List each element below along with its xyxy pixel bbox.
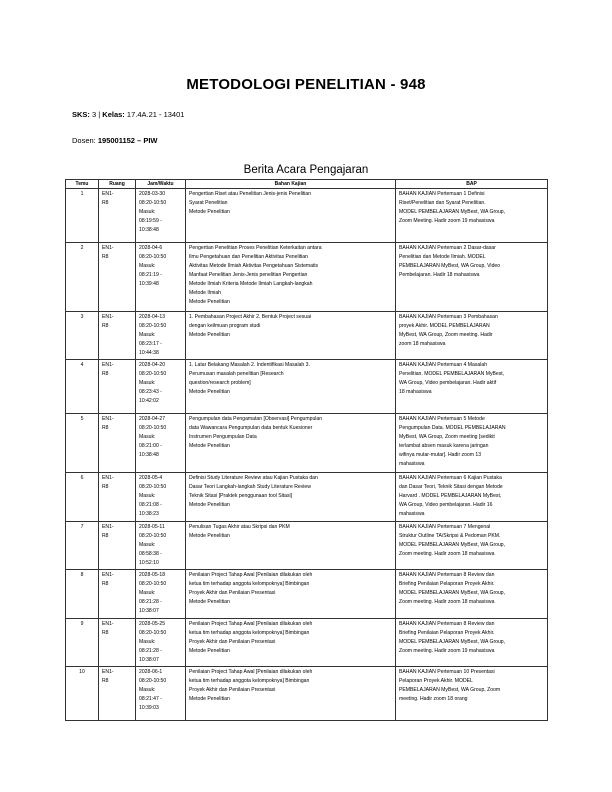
cell-room xyxy=(99,189,136,243)
cell-bap xyxy=(396,667,548,721)
cell-bap-line: Penelitian. MODEL PEMBELAJARAN MyBest, xyxy=(399,371,505,377)
document-title: METODOLOGI PENELITIAN - 948 xyxy=(186,76,426,93)
cell-bap-line: mahasiswa xyxy=(399,461,425,467)
cell-material-line: Aktivitas Metode Ilmiah Aktivitas Pengetahuan Sistematis xyxy=(189,263,319,269)
cell-bap xyxy=(396,619,548,667)
cell-bap-line: WA Group, Video pembelajaran. Hadir 16 xyxy=(399,502,493,508)
cell-time-line: Masuk: xyxy=(139,590,156,596)
cell-material-line: dengan keilmuan program studi xyxy=(189,323,261,329)
cell-room-line: EN1- xyxy=(102,245,114,251)
cell-room xyxy=(99,360,136,414)
cell-time xyxy=(136,667,186,721)
cell-material-line: Metode Penelitian xyxy=(189,533,230,539)
cell-time-line: 08:20-10:50 xyxy=(139,581,167,587)
cell-room-line: EN1- xyxy=(102,572,114,578)
cell-bap-line: wifinya mutar-mutar]. Hadir zoom 13 xyxy=(399,452,482,458)
cell-room-line: EN1- xyxy=(102,621,114,627)
cell-bap-line: BAHAN KAJIAN Pertemuan 3 Pembahasan xyxy=(399,314,498,320)
cell-time-line: 10:38:07 xyxy=(139,608,159,614)
cell-bap-line: Briefing Penilaian Pelaporan Proyek Akhir. xyxy=(399,581,495,587)
cell-meeting-number: 8 xyxy=(66,570,99,619)
header-room: Ruang xyxy=(99,180,136,189)
cell-material-line: Metode Penelitian xyxy=(189,502,230,508)
cell-bap-line: BAHAN KAJIAN Pertemuan 5 Metode xyxy=(399,416,485,422)
cell-material-line: Syarat Penelitian xyxy=(189,200,228,206)
cell-time-line: Masuk: xyxy=(139,639,156,645)
cell-material-line: Manfaat Penelitian Jenis-Jenis penelitian Pengertian xyxy=(189,272,308,278)
cell-bap-line: Penelitian dan Metode Ilmiah. MODEL xyxy=(399,254,486,260)
cell-material-line: data Wawancara Pengumpulan data bentuk Kuesioner xyxy=(189,425,313,431)
cell-time-line: 08:20-10:50 xyxy=(139,533,167,539)
class-value: 17.4A.21 - 13401 xyxy=(124,110,185,119)
cell-time-line: 2028-05-4 xyxy=(139,475,163,481)
cell-time-line: 10:38:48 xyxy=(139,227,159,233)
cell-time-line: 08:20-10:50 xyxy=(139,200,167,206)
cell-bap xyxy=(396,522,548,570)
cell-material-line: Metode Ilmiah xyxy=(189,290,221,296)
cell-bap-line: BAHAN KAJIAN Pertemuan 2 Dasar-dasar xyxy=(399,245,496,251)
cell-material-line: 1. Latar Belakang Masalah 2. Indentifikasi Masalah 3. xyxy=(189,362,310,368)
cell-room-line: R8 xyxy=(102,484,109,490)
cell-material-line: Metode Penelitian xyxy=(189,209,230,215)
cell-room xyxy=(99,312,136,360)
cell-time-line: 2028-05-11 xyxy=(139,524,165,530)
cell-bap-line: Struktur Outline TA/Skripsi & Pedoman PKM. xyxy=(399,533,501,539)
cell-material-line: 1. Pembahasan Project Akhir 2. Bentuk Project sesuai xyxy=(189,314,312,320)
cell-bap-line: BAHAN KAJIAN Pertemuan 6 Kajian Pustaka xyxy=(399,475,502,481)
cell-time-line: 08:21:28 - xyxy=(139,648,162,654)
cell-time-line: 2028-04-13 xyxy=(139,314,166,320)
cell-bap-line: WA Group, Video pembelajaran. Hadir aktif xyxy=(399,380,497,386)
cell-material-line: Proyek Akhir dan Penilaian Presentasi xyxy=(189,687,276,693)
cell-material-line: ketua tim terhadap anggota kelompoknya] Bimbingan xyxy=(189,581,310,587)
cell-time xyxy=(136,189,186,243)
cell-time-line: Masuk: xyxy=(139,687,156,693)
cell-room xyxy=(99,570,136,619)
header-time: Jam/Waktu xyxy=(136,180,186,189)
cell-bap-line: BAHAN KAJIAN Pertemuan 7 Mengenal xyxy=(399,524,491,530)
cell-room-line: EN1- xyxy=(102,669,114,675)
header-material: Bahan Kajian xyxy=(186,180,396,189)
cell-room xyxy=(99,619,136,667)
cell-bap xyxy=(396,360,548,414)
cell-time xyxy=(136,414,186,473)
cell-time-line: 08:21:19 - xyxy=(139,272,162,278)
cell-time-line: Masuk: xyxy=(139,493,156,499)
cell-bap-line: zoom 18 mahasiswa xyxy=(399,341,446,347)
cell-time-line: Masuk: xyxy=(139,332,156,338)
cell-time-line: 2028-04-27 xyxy=(139,416,166,422)
cell-room-line: EN1- xyxy=(102,362,114,368)
cell-material-line: Metode Penelitian xyxy=(189,389,230,395)
sks-label: SKS: xyxy=(72,110,90,119)
cell-bap xyxy=(396,243,548,312)
cell-material xyxy=(186,312,396,360)
cell-bap-line: MyBest, WA Group, Zoom meeting. Hadir xyxy=(399,332,493,338)
cell-material-line: Penilaian Project Tahap Awal [Penilaian dilakukan oleh xyxy=(189,669,313,675)
cell-bap-line: PEMBELAJARAN MyBest, WA Group, Zoom xyxy=(399,687,501,693)
cell-bap-line: MODEL PEMBELAJARAN MyBest, WA Group, xyxy=(399,590,506,596)
cell-material-line: Metode Penelitian xyxy=(189,332,230,338)
cell-time-line: Masuk: xyxy=(139,209,156,215)
cell-bap-line: 18 mahasiswa xyxy=(399,389,432,395)
cell-material xyxy=(186,360,396,414)
cell-material-line: Pengertian Riset atau Penelitian Jenis-jenis Penelitian xyxy=(189,191,312,197)
cell-material xyxy=(186,473,396,522)
cell-time-line: 08:21:47 - xyxy=(139,696,162,702)
cell-bap-line: MODEL PEMBELAJARAN MyBest, WA Group, xyxy=(399,209,506,215)
table-row xyxy=(66,619,548,667)
cell-material-line: Penilaian Project Tahap Awal [Penilaian dilakukan oleh xyxy=(189,572,313,578)
cell-bap-line: PEMBELAJARAN MyBest, WA Group, Video xyxy=(399,263,501,269)
cell-bap-line: Zoom meeting. Hadir zoom 18 mahasiswa xyxy=(399,551,495,557)
cell-time-line: 08:21:00 - xyxy=(139,443,162,449)
cell-bap-line: Pengumpulan Data. MODEL PEMBELAJARAN xyxy=(399,425,506,431)
cell-bap xyxy=(396,312,548,360)
cell-material xyxy=(186,667,396,721)
cell-time-line: Masuk: xyxy=(139,263,156,269)
cell-time-line: 10:38:07 xyxy=(139,657,159,663)
cell-time-line: 08:21:28 - xyxy=(139,599,162,605)
table-row xyxy=(66,414,548,473)
cell-time xyxy=(136,570,186,619)
cell-room-line: EN1- xyxy=(102,475,114,481)
cell-time-line: 08:20-10:50 xyxy=(139,371,167,377)
cell-meeting-number: 1 xyxy=(66,189,99,243)
cell-meeting-number: 6 xyxy=(66,473,99,522)
cell-time-line: 10:52:10 xyxy=(139,560,159,566)
cell-meeting-number: 7 xyxy=(66,522,99,570)
cell-bap-line: Pembelajaran. Hadir 18 mahasiswa xyxy=(399,272,480,278)
cell-meeting-number: 2 xyxy=(66,243,99,312)
cell-time-line: 10:38:23 xyxy=(139,511,159,517)
cell-time-line: Masuk: xyxy=(139,434,156,440)
cell-material-line: question/research problem] xyxy=(189,380,251,386)
cell-material-line: Dasar Teori Langkah-langkah Study Literature Review xyxy=(189,484,311,490)
cell-material-line: Metode Penelitian xyxy=(189,599,230,605)
cell-material-line: Penulisan Tugas Akhir atau Skripsi dan PKM xyxy=(189,524,290,530)
cell-material-line: Metode Penelitian xyxy=(189,696,230,702)
cell-room-line: R8 xyxy=(102,678,109,684)
cell-time xyxy=(136,522,186,570)
cell-bap xyxy=(396,570,548,619)
cell-material-line: Metode Penelitian xyxy=(189,648,230,654)
lecturer-info xyxy=(72,136,157,145)
cell-meeting-number: 4 xyxy=(66,360,99,414)
cell-room-line: R8 xyxy=(102,254,109,260)
cell-bap-line: MODEL PEMBELAJARAN MyBest, WA Group, xyxy=(399,639,506,645)
cell-time xyxy=(136,619,186,667)
cell-time-line: 10:42:02 xyxy=(139,398,159,404)
cell-bap-line: Harvard . MODEL PEMBELAJARAN MyBest, xyxy=(399,493,502,499)
cell-bap xyxy=(396,189,548,243)
cell-time-line: 2028-05-18 xyxy=(139,572,166,578)
sks-value: 3 | xyxy=(89,110,103,119)
cell-meeting-number: 3 xyxy=(66,312,99,360)
cell-time-line: 08:58:38 - xyxy=(139,551,162,557)
cell-room-line: R8 xyxy=(102,323,109,329)
cell-bap-line: Briefing Penilaian Pelaporan Proyek Akhir. xyxy=(399,630,495,636)
table-row xyxy=(66,667,548,721)
cell-material xyxy=(186,522,396,570)
cell-time-line: 2028-03-30 xyxy=(139,191,166,197)
course-info xyxy=(72,110,184,119)
header-bap: BAP xyxy=(396,180,548,189)
cell-time-line: 10:39:03 xyxy=(139,705,159,711)
cell-material xyxy=(186,189,396,243)
cell-bap-line: BAHAN KAJIAN Pertemuan 8 Review dan xyxy=(399,572,495,578)
cell-time-line: Masuk: xyxy=(139,542,156,548)
cell-time-line: 10:38:48 xyxy=(139,452,159,458)
cell-time-line: 2028-05-25 xyxy=(139,621,166,627)
cell-room xyxy=(99,473,136,522)
cell-meeting-number: 9 xyxy=(66,619,99,667)
cell-room-line: EN1- xyxy=(102,524,114,530)
cell-bap-line: proyek Akhir. MODEL PEMBELAJARAN xyxy=(399,323,490,329)
cell-time-line: 2028-04-6 xyxy=(139,245,163,251)
cell-time-line: 08:19:59 - xyxy=(139,218,162,224)
cell-bap-line: Zoom meeting. Hadir zoom 19 mahasiswa xyxy=(399,648,495,654)
cell-bap xyxy=(396,414,548,473)
cell-room xyxy=(99,667,136,721)
cell-bap-line: BAHAN KAJIAN Pertemuan 10 Presentasi xyxy=(399,669,495,675)
cell-material xyxy=(186,414,396,473)
class-label: Kelas: xyxy=(102,110,125,119)
cell-material-line: Ilmu Pengetahuan dan Penelitian Aktivitas Penelitian xyxy=(189,254,308,260)
cell-material-line: Proyek Akhir dan Penilaian Presentasi xyxy=(189,590,276,596)
cell-meeting-number: 10 xyxy=(66,667,99,721)
cell-time-line: 10:39:48 xyxy=(139,281,159,287)
cell-time-line: 10:44:38 xyxy=(139,350,159,356)
cell-material-line: Metode Ilmiah Kriteria Metode Ilmiah Langkah-langkah xyxy=(189,281,313,287)
cell-time xyxy=(136,360,186,414)
cell-material-line: Pengertian Penelitian Proses Penelitian Keterkaitan antara xyxy=(189,245,322,251)
cell-material-line: Perumusan masalah penelitian [Research xyxy=(189,371,284,377)
table-row xyxy=(66,570,548,619)
cell-bap-line: mahasiswa xyxy=(399,511,425,517)
cell-time-line: 08:20-10:50 xyxy=(139,323,167,329)
cell-room-line: EN1- xyxy=(102,191,114,197)
cell-time-line: 2028-04-20 xyxy=(139,362,166,368)
cell-time-line: 08:20-10:50 xyxy=(139,254,167,260)
cell-material-line: ketua tim terhadap anggota kelompoknya] Bimbingan xyxy=(189,630,310,636)
cell-room xyxy=(99,414,136,473)
cell-room-line: R8 xyxy=(102,533,109,539)
table-row xyxy=(66,473,548,522)
cell-room-line: R8 xyxy=(102,630,109,636)
cell-room-line: R8 xyxy=(102,200,109,206)
cell-bap-line: MyBest, WA Group, Zoom meeting [sedikit xyxy=(399,434,495,440)
cell-material-line: Metode Penelitian xyxy=(189,299,230,305)
cell-material-line: Instrumen Pengumpulan Data xyxy=(189,434,257,440)
cell-material xyxy=(186,570,396,619)
cell-bap-line: Pelaporan Proyek Akhir. MODEL xyxy=(399,678,473,684)
cell-time-line: 08:23:43 - xyxy=(139,389,162,395)
cell-time-line: 08:20-10:50 xyxy=(139,425,167,431)
cell-material-line: Proyek Akhir dan Penilaian Presentasi xyxy=(189,639,276,645)
cell-meeting-number: 5 xyxy=(66,414,99,473)
table-row xyxy=(66,312,548,360)
cell-time xyxy=(136,243,186,312)
cell-time-line: 08:23:17 - xyxy=(139,341,162,347)
cell-bap-line: Riset/Penelitian dan Syarat Penelitian. xyxy=(399,200,486,206)
table-header-row xyxy=(66,180,548,189)
teaching-log-table xyxy=(65,179,548,721)
cell-bap-line: terlambat absen masuk karena jaringan xyxy=(399,443,489,449)
cell-time xyxy=(136,312,186,360)
cell-room xyxy=(99,522,136,570)
cell-bap-line: BAHAN KAJIAN Pertemuan 1 Definisi xyxy=(399,191,485,197)
cell-room-line: EN1- xyxy=(102,416,114,422)
cell-time-line: 08:21:08 - xyxy=(139,502,162,508)
cell-material-line: Definisi Study Literature Review atau Kajian Pustaka dan xyxy=(189,475,318,481)
cell-bap-line: Zoom Meeting. Hadir zoom 19 mahasiswa xyxy=(399,218,495,224)
cell-material xyxy=(186,619,396,667)
table-body xyxy=(66,189,548,721)
cell-time-line: 2028-06-1 xyxy=(139,669,163,675)
table-row xyxy=(66,243,548,312)
cell-time-line: 08:20-10:50 xyxy=(139,484,167,490)
cell-room-line: R8 xyxy=(102,425,109,431)
cell-room-line: R8 xyxy=(102,581,109,587)
cell-time-line: Masuk: xyxy=(139,380,156,386)
section-title: Berita Acara Pengajaran xyxy=(243,164,369,176)
lecturer-value: 195001152 – PIW xyxy=(95,136,158,145)
header-meeting: Temu xyxy=(66,180,99,189)
cell-bap-line: MODEL PEMBELAJARAN MyBest, WA Group, xyxy=(399,542,506,548)
cell-material-line: Teknik Sitasi [Praktek penggunaan tool Sitasi] xyxy=(189,493,293,499)
table-row xyxy=(66,522,548,570)
cell-material-line: Pengumpulan data Pengamatan [Observasi] Pengumpulan xyxy=(189,416,323,422)
lecturer-label: Dosen: xyxy=(72,136,96,145)
cell-material-line: Penilaian Project Tahap Awal [Penilaian dilakukan oleh xyxy=(189,621,313,627)
cell-material xyxy=(186,243,396,312)
cell-time-line: 08:20-10:50 xyxy=(139,630,167,636)
cell-room-line: R8 xyxy=(102,371,109,377)
cell-time-line: 08:20-10:50 xyxy=(139,678,167,684)
cell-room-line: EN1- xyxy=(102,314,114,320)
cell-bap-line: Zoom meeting. Hadir zoom 18 mahasiswa xyxy=(399,599,495,605)
cell-bap-line: dan Dasar Teori, Teknik Sitasi dengan Metode xyxy=(399,484,503,490)
cell-material-line: ketua tim terhadap anggota kelompoknya] Bimbingan xyxy=(189,678,310,684)
cell-bap-line: BAHAN KAJIAN Pertemuan 4 Masalah xyxy=(399,362,488,368)
cell-bap-line: meeting. Hadir zoom 18 orang xyxy=(399,696,468,702)
cell-bap xyxy=(396,473,548,522)
cell-material-line: Metode Penelitian xyxy=(189,443,230,449)
cell-room xyxy=(99,243,136,312)
table-row xyxy=(66,189,548,243)
cell-bap-line: BAHAN KAJIAN Pertemuan 8 Review dan xyxy=(399,621,495,627)
table-row xyxy=(66,360,548,414)
cell-time xyxy=(136,473,186,522)
